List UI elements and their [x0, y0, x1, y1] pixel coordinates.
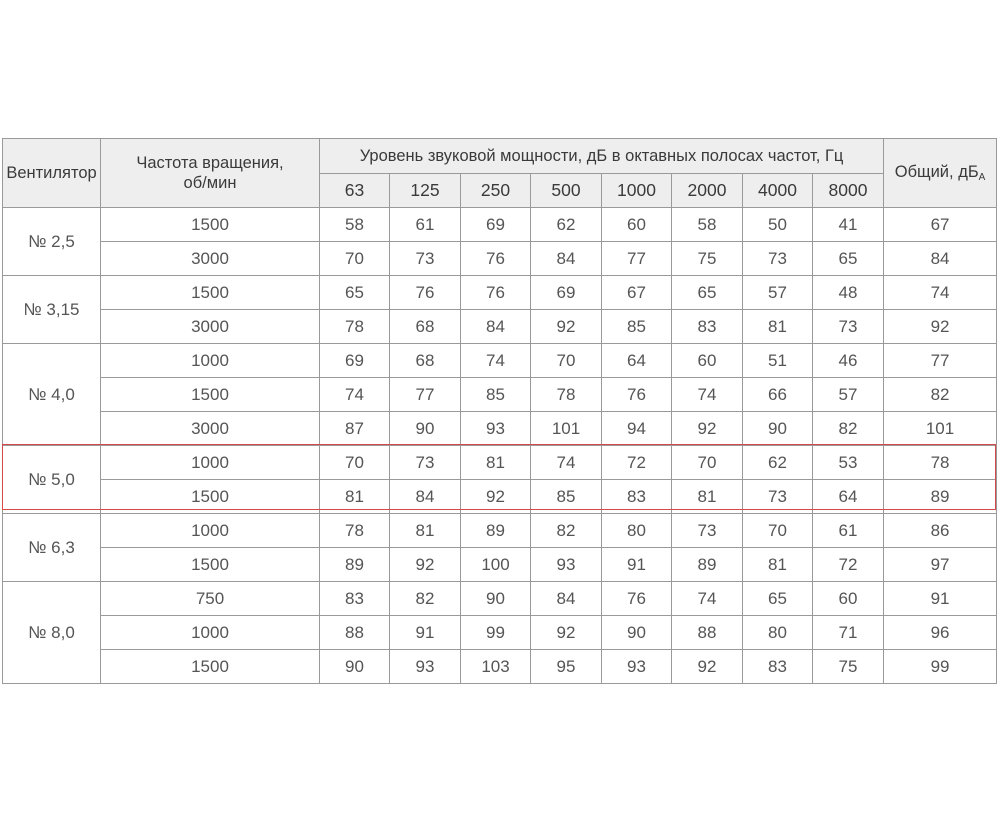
- sound-level-cell: 90: [743, 412, 813, 446]
- sound-level-cell: 90: [461, 582, 531, 616]
- sound-level-cell: 78: [531, 378, 602, 412]
- header-rpm: [101, 139, 320, 208]
- sound-level-cell: 93: [461, 412, 531, 446]
- table-row: [3, 616, 997, 650]
- sound-level-cell: 101: [531, 412, 602, 446]
- sound-level-cell: 41: [813, 208, 884, 242]
- rpm-cell: 1500: [101, 276, 320, 310]
- sound-level-cell: 46: [813, 344, 884, 378]
- table-row: [3, 548, 997, 582]
- sound-level-cell: 90: [602, 616, 672, 650]
- sound-level-cell: 69: [461, 208, 531, 242]
- sound-level-cell: 84: [531, 582, 602, 616]
- sound-level-cell: 51: [743, 344, 813, 378]
- sound-level-cell: 65: [813, 242, 884, 276]
- sound-level-cell: 77: [390, 378, 461, 412]
- sound-level-cell: 89: [672, 548, 743, 582]
- total-level-cell: 82: [884, 378, 997, 412]
- sound-level-cell: 73: [672, 514, 743, 548]
- fan-model-cell: № 4,0: [3, 344, 101, 446]
- sound-level-cell: 60: [672, 344, 743, 378]
- rpm-cell: 1500: [101, 480, 320, 514]
- rpm-cell: 1000: [101, 616, 320, 650]
- sound-level-cell: 78: [320, 310, 390, 344]
- sound-level-cell: 103: [461, 650, 531, 684]
- table-row: [3, 582, 997, 616]
- sound-level-cell: 58: [672, 208, 743, 242]
- sound-level-cell: 89: [461, 514, 531, 548]
- sound-level-cell: 65: [743, 582, 813, 616]
- header-total-text: Общий, дБ: [894, 163, 979, 181]
- fan-model-cell: № 5,0: [3, 446, 101, 514]
- sound-level-cell: 64: [602, 344, 672, 378]
- sound-level-cell: 58: [320, 208, 390, 242]
- sound-level-cell: 65: [320, 276, 390, 310]
- sound-level-cell: 84: [461, 310, 531, 344]
- sound-level-cell: 80: [602, 514, 672, 548]
- sound-level-cell: 84: [531, 242, 602, 276]
- header-frequency: 500: [531, 174, 602, 208]
- sound-level-cell: 81: [461, 446, 531, 480]
- sound-level-cell: 88: [672, 616, 743, 650]
- sound-level-cell: 85: [602, 310, 672, 344]
- fan-model-cell: № 6,3: [3, 514, 101, 582]
- sound-level-cell: 83: [672, 310, 743, 344]
- header-frequency: 4000: [743, 174, 813, 208]
- table-row: [3, 650, 997, 684]
- sound-level-cell: 70: [672, 446, 743, 480]
- sound-level-cell: 92: [531, 310, 602, 344]
- sound-level-cell: 93: [531, 548, 602, 582]
- sound-level-cell: 81: [320, 480, 390, 514]
- total-level-cell: 86: [884, 514, 997, 548]
- table-header: [3, 139, 997, 208]
- sound-level-cell: 60: [602, 208, 672, 242]
- sound-level-cell: 73: [743, 480, 813, 514]
- total-level-cell: 99: [884, 650, 997, 684]
- header-frequency: 63: [320, 174, 390, 208]
- sound-level-cell: 72: [602, 446, 672, 480]
- rpm-cell: 1000: [101, 446, 320, 480]
- sound-level-cell: 87: [320, 412, 390, 446]
- fan-model-cell: № 3,15: [3, 276, 101, 344]
- sound-level-cell: 61: [390, 208, 461, 242]
- sound-level-cell: 92: [390, 548, 461, 582]
- sound-level-cell: 69: [531, 276, 602, 310]
- sound-level-cell: 73: [813, 310, 884, 344]
- table-row: [3, 310, 997, 344]
- sound-level-cell: 68: [390, 344, 461, 378]
- sound-level-cell: 69: [320, 344, 390, 378]
- sound-level-cell: 76: [390, 276, 461, 310]
- sound-power-table: [2, 138, 997, 684]
- rpm-cell: 750: [101, 582, 320, 616]
- total-level-cell: 77: [884, 344, 997, 378]
- sound-level-cell: 91: [602, 548, 672, 582]
- sound-level-cell: 57: [813, 378, 884, 412]
- sound-level-cell: 57: [743, 276, 813, 310]
- sound-level-cell: 93: [390, 650, 461, 684]
- sound-level-cell: 93: [602, 650, 672, 684]
- header-octave-group: Уровень звуковой мощности, дБ в октавных полосах частот, Гц: [320, 139, 884, 174]
- header-fan: Вентилятор: [3, 139, 101, 208]
- total-level-cell: 96: [884, 616, 997, 650]
- sound-level-cell: 94: [602, 412, 672, 446]
- sound-level-cell: 84: [390, 480, 461, 514]
- sound-level-cell: 74: [672, 378, 743, 412]
- sound-level-cell: 70: [320, 446, 390, 480]
- total-level-cell: 91: [884, 582, 997, 616]
- rpm-cell: 3000: [101, 310, 320, 344]
- header-frequency: 8000: [813, 174, 884, 208]
- sound-level-cell: 62: [743, 446, 813, 480]
- table-row: [3, 378, 997, 412]
- sound-level-cell: 85: [461, 378, 531, 412]
- sound-level-cell: 72: [813, 548, 884, 582]
- header-total: [884, 139, 997, 208]
- sound-level-cell: 99: [461, 616, 531, 650]
- sound-level-cell: 68: [390, 310, 461, 344]
- sound-level-cell: 76: [602, 378, 672, 412]
- sound-level-cell: 70: [531, 344, 602, 378]
- table-row: [3, 242, 997, 276]
- rpm-cell: 1500: [101, 208, 320, 242]
- sound-level-cell: 81: [743, 310, 813, 344]
- sound-level-cell: 75: [672, 242, 743, 276]
- sound-level-cell: 80: [743, 616, 813, 650]
- sound-level-cell: 74: [531, 446, 602, 480]
- rpm-cell: 1500: [101, 650, 320, 684]
- total-level-cell: 97: [884, 548, 997, 582]
- sound-level-cell: 89: [320, 548, 390, 582]
- sound-level-cell: 85: [531, 480, 602, 514]
- sound-level-cell: 82: [390, 582, 461, 616]
- rpm-cell: 1000: [101, 344, 320, 378]
- table-body: [3, 208, 997, 684]
- sound-level-cell: 81: [743, 548, 813, 582]
- rpm-cell: 3000: [101, 412, 320, 446]
- table-row: [3, 514, 997, 548]
- header-rpm-text: Частота вращения, об/мин: [136, 154, 284, 192]
- sound-level-cell: 65: [672, 276, 743, 310]
- rpm-cell: 1500: [101, 378, 320, 412]
- sound-level-cell: 64: [813, 480, 884, 514]
- sound-level-cell: 74: [672, 582, 743, 616]
- total-level-cell: 78: [884, 446, 997, 480]
- sound-level-cell: 81: [672, 480, 743, 514]
- sound-level-cell: 76: [461, 242, 531, 276]
- sound-level-cell: 53: [813, 446, 884, 480]
- total-level-cell: 89: [884, 480, 997, 514]
- total-level-cell: 101: [884, 412, 997, 446]
- sound-level-cell: 73: [390, 446, 461, 480]
- rpm-cell: 1000: [101, 514, 320, 548]
- sound-level-cell: 92: [531, 616, 602, 650]
- header-frequency: 2000: [672, 174, 743, 208]
- sound-level-cell: 83: [320, 582, 390, 616]
- table-row: [3, 480, 997, 514]
- rpm-cell: 3000: [101, 242, 320, 276]
- sound-level-cell: 90: [320, 650, 390, 684]
- sound-level-cell: 76: [461, 276, 531, 310]
- sound-level-cell: 92: [672, 412, 743, 446]
- total-level-cell: 92: [884, 310, 997, 344]
- sound-level-cell: 92: [461, 480, 531, 514]
- fan-model-cell: № 2,5: [3, 208, 101, 276]
- sound-level-cell: 88: [320, 616, 390, 650]
- sound-level-cell: 73: [743, 242, 813, 276]
- sound-level-cell: 81: [390, 514, 461, 548]
- sound-level-cell: 83: [743, 650, 813, 684]
- sound-level-cell: 73: [390, 242, 461, 276]
- sound-level-cell: 78: [320, 514, 390, 548]
- sound-level-cell: 71: [813, 616, 884, 650]
- sound-level-cell: 66: [743, 378, 813, 412]
- sound-level-cell: 91: [390, 616, 461, 650]
- sound-level-cell: 77: [602, 242, 672, 276]
- fan-model-cell: № 8,0: [3, 582, 101, 684]
- table-row: [3, 276, 997, 310]
- sound-level-cell: 48: [813, 276, 884, 310]
- total-level-cell: 84: [884, 242, 997, 276]
- header-frequency: 125: [390, 174, 461, 208]
- sound-level-cell: 90: [390, 412, 461, 446]
- rpm-cell: 1500: [101, 548, 320, 582]
- sound-level-cell: 82: [813, 412, 884, 446]
- sound-level-cell: 50: [743, 208, 813, 242]
- total-level-cell: 74: [884, 276, 997, 310]
- table-row: [3, 412, 997, 446]
- header-frequency: 250: [461, 174, 531, 208]
- sound-level-cell: 61: [813, 514, 884, 548]
- noise-table-container: [2, 138, 997, 684]
- table-row: [3, 344, 997, 378]
- sound-level-cell: 76: [602, 582, 672, 616]
- sound-level-cell: 82: [531, 514, 602, 548]
- sound-level-cell: 83: [602, 480, 672, 514]
- sound-level-cell: 62: [531, 208, 602, 242]
- sound-level-cell: 74: [320, 378, 390, 412]
- table-row: [3, 446, 997, 480]
- header-total-sub: A: [978, 172, 986, 183]
- sound-level-cell: 100: [461, 548, 531, 582]
- table-row: [3, 208, 997, 242]
- sound-level-cell: 60: [813, 582, 884, 616]
- sound-level-cell: 75: [813, 650, 884, 684]
- sound-level-cell: 67: [602, 276, 672, 310]
- sound-level-cell: 92: [672, 650, 743, 684]
- header-frequency: 1000: [602, 174, 672, 208]
- sound-level-cell: 70: [743, 514, 813, 548]
- total-level-cell: 67: [884, 208, 997, 242]
- sound-level-cell: 70: [320, 242, 390, 276]
- sound-level-cell: 95: [531, 650, 602, 684]
- sound-level-cell: 74: [461, 344, 531, 378]
